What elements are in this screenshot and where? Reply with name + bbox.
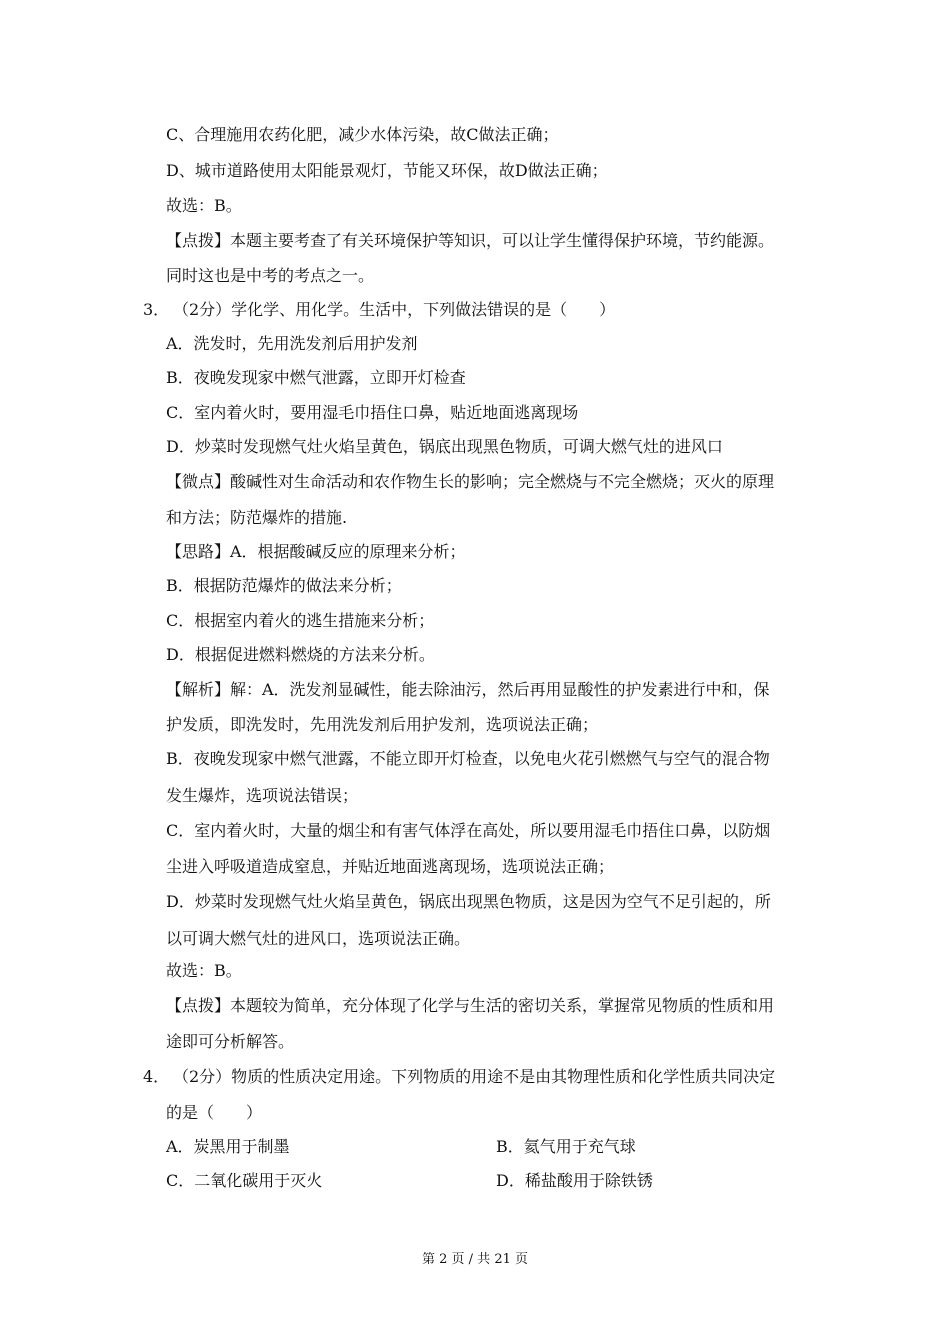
q3-key-points-continued: 和方法；防范爆炸的措施. [166,508,348,527]
q3-solution-d-continued: 以可调大燃气灶的进风口，选项说法正确。 [166,929,471,948]
q3-number: 3． [143,300,170,319]
q4-option-b: B．氦气用于充气球 [496,1137,636,1156]
q4-stem-continued: 的是（ ） [166,1103,263,1122]
q4-number: 4． [143,1067,170,1086]
q4-option-a: A．炭黑用于制墨 [166,1137,290,1156]
q3-solution-b-continued: 发生爆炸，选项说法错误； [166,786,359,805]
q3-solution-b: B．夜晚发现家中燃气泄露，不能立即开灯检查，以免电火花引燃燃气与空气的混合物 [166,749,770,768]
q3-option-a: A．洗发时，先用洗发剂后用护发剂 [166,334,418,353]
q3-approach: 【思路】A．根据酸碱反应的原理来分析； [166,542,466,561]
q3-approach-b: B．根据防范爆炸的做法来分析； [166,576,402,595]
q3-approach-c: C．根据室内着火的逃生措施来分析； [166,611,435,630]
q3-solution-continued: 护发质，即洗发时，先用洗发剂后用护发剂，选项说法正确； [166,715,599,734]
q4-option-d: D．稀盐酸用于除铁锈 [496,1171,653,1190]
q3-option-c: C．室内着火时，要用湿毛巾捂住口鼻，贴近地面逃离现场 [166,403,579,422]
q3-solution-d: D．炒菜时发现燃气灶火焰呈黄色，锅底出现黑色物质，这是因为空气不足引起的，所 [166,892,771,911]
q3-approach-d: D．根据促进燃料燃烧的方法来分析。 [166,645,435,664]
q3-solution-c: C．室内着火时，大量的烟尘和有害气体浮在高处，所以要用湿毛巾捂住口鼻，以防烟 [166,821,771,840]
q2-tip-continued: 同时这也是中考的考点之一。 [166,266,375,285]
q3-tip: 【点拨】本题较为简单，充分体现了化学与生活的密切关系，掌握常见物质的性质和用 [166,996,775,1015]
q3-answer: 故选：B。 [166,961,242,980]
q3-option-d: D．炒菜时发现燃气灶火焰呈黄色，锅底出现黑色物质，可调大燃气灶的进风口 [166,437,723,456]
q4-option-c: C．二氧化碳用于灭火 [166,1171,323,1190]
q3-tip-continued: 途即可分析解答。 [166,1032,295,1051]
q3-key-points: 【微点】酸碱性对生命活动和农作物生长的影响；完全燃烧与不完全燃烧；灭火的原理 [166,472,775,491]
q3-stem: （2分）学化学、用化学。生活中，下列做法错误的是（ ） [173,300,616,319]
q3-solution: 【解析】解：A．洗发剂显碱性，能去除油污，然后再用显酸性的护发素进行中和，保 [166,680,770,699]
q3-option-b: B．夜晚发现家中燃气泄露，立即开灯检查 [166,368,466,387]
q3-solution-c-continued: 尘进入呼吸道造成窒息，并贴近地面逃离现场，选项说法正确； [166,857,615,876]
q2-option-c-analysis: C、合理施用农药化肥，减少水体污染，故C做法正确； [166,125,559,144]
q2-option-d-analysis: D、城市道路使用太阳能景观灯，节能又环保，故D做法正确； [166,161,608,180]
q2-answer: 故选：B。 [166,196,242,215]
page-number-footer: 第 2 页 / 共 21 页 [422,1252,528,1267]
q4-stem: （2分）物质的性质决定用途。下列物质的用途不是由其物理性质和化学性质共同决定 [173,1067,776,1086]
q2-tip: 【点拨】本题主要考查了有关环境保护等知识，可以让学生懂得保护环境，节约能源。 [166,231,775,250]
